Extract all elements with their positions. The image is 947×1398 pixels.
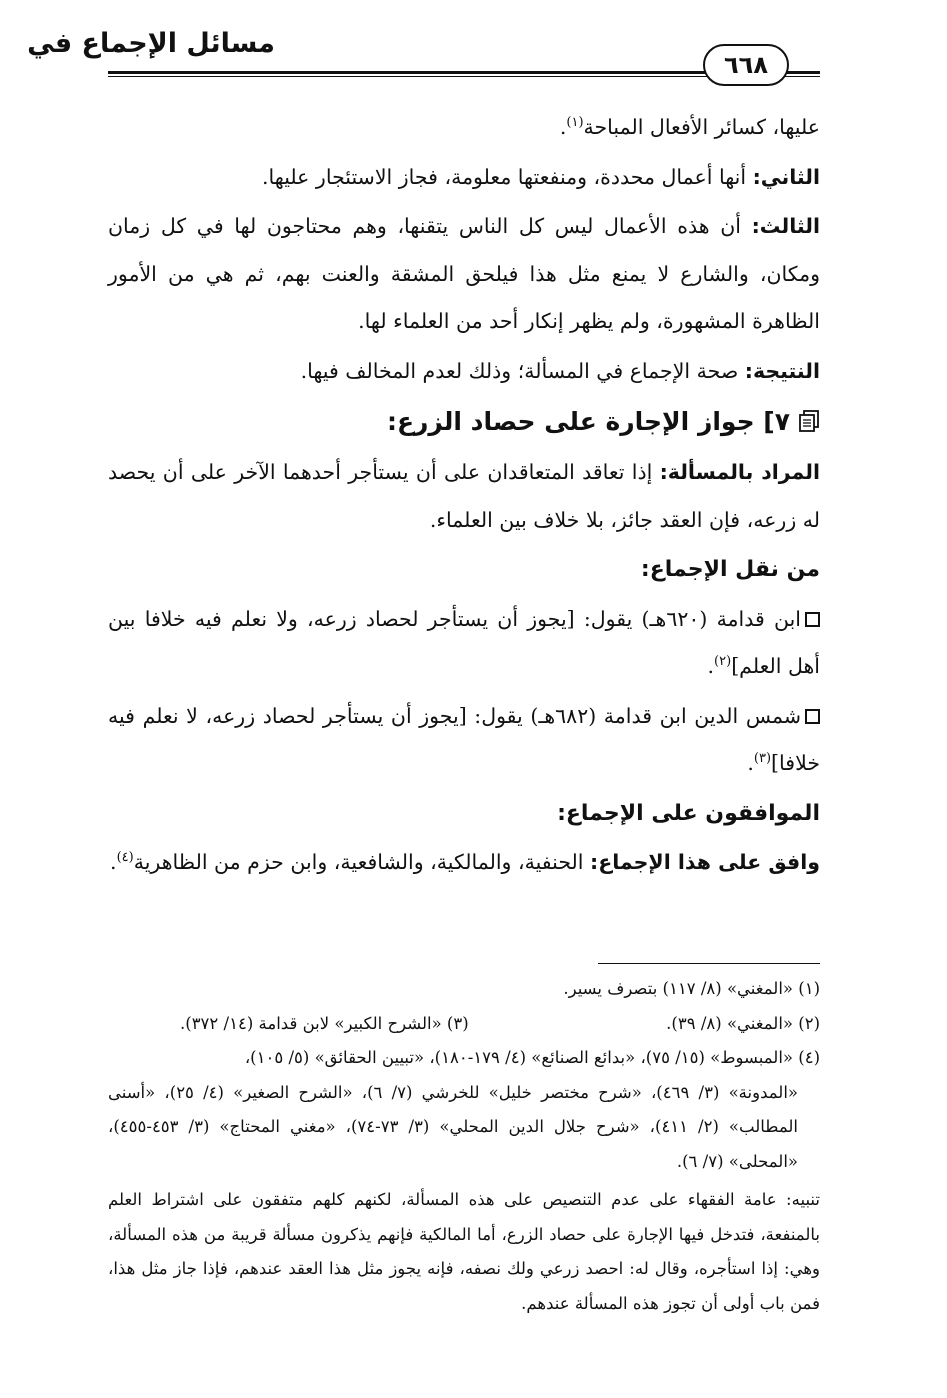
- quote-shams-al-din: شمس الدين ابن قدامة (٦٨٢هـ) يقول: [يجوز أن يستأجر لحصاد زرعه، لا نعلم فيه خلافا]$^{(٣)}$.: [108, 703, 820, 775]
- section-heading: ٧] جواز الإجارة على حصاد الزرع:: [108, 395, 820, 449]
- running-header-title: مسائل الإجماع في: [27, 28, 275, 59]
- footnote-ref-4: (٤): [116, 850, 134, 866]
- subheading-agreeing: الموافقون على الإجماع:: [557, 800, 820, 826]
- label-agreeing: وافق على هذا الإجماع:: [590, 850, 820, 874]
- footnote-ref-1: (١): [566, 115, 584, 131]
- footnote-4: (٤) «المبسوط» (١٥/ ٧٥)، «بدائع الصنائع» (٤/ ١٧٩-١٨٠)، «تبيين الحقائق» (٥/ ١٠٥)،: [244, 1048, 820, 1067]
- paragraph-third: الثالث: أن هذه الأعمال ليس كل الناس يتقنها، وهم محتاجون لها في كل زمان ومكان، والشارع لا يمنع مثل هذا فيلحق المشقة والعنت بهم، ثم هي من الأمور الظاهرة المشهورة، ولم يظهر إنكار أحد من العلماء لها.: [108, 214, 820, 333]
- footnote-ref-3: (٣): [753, 751, 772, 767]
- checkbox-bullet-icon: [805, 709, 820, 724]
- label-third: الثالث:: [751, 214, 820, 238]
- paragraph-definition: المراد بالمسألة: إذا تعاقد المتعاقدان على أن يستأجر أحدهما الآخر على أن يحصد له زرعه، فإن العقد جائز، بلا خلاف بين العلماء.: [108, 460, 820, 532]
- label-definition: المراد بالمسألة:: [659, 460, 820, 484]
- copy-pages-icon: [798, 410, 820, 432]
- footnote-2: (٢) «المغني» (٨/ ٣٩).: [666, 1013, 820, 1033]
- footnote-row-2-3: [180, 1007, 820, 1042]
- footnote-separator: [598, 963, 820, 964]
- paragraph-1: عليها، كسائر الأفعال المباحة$^{(١)}$.: [559, 115, 820, 139]
- quote-ibn-qudama: ابن قدامة (٦٢٠هـ) يقول: [يجوز أن يستأجر لحصاد زرعه، ولا نعلم فيه خلافا بين أهل العلم]$^{(٢)}$.: [108, 606, 820, 678]
- paragraph-second: الثاني: أنها أعمال محددة، ومنفعتها معلومة، فجاز الاستئجار عليها.: [262, 164, 820, 189]
- footnote-3: (٣) «الشرح الكبير» لابن قدامة (١٤/ ٣٧٢).: [180, 1013, 469, 1033]
- paragraph-result: النتيجة: صحة الإجماع في المسألة؛ وذلك لعدم المخالف فيها.: [300, 358, 820, 383]
- footnote-4-continued: «المدونة» (٣/ ٤٦٩)، «شرح مختصر خليل» للخرشي (٧/ ٦)، «الشرح الصغير» (٤/ ٢٥)، «أسنى المطالب» (٢/ ٤١١)، «شرح جلال الدين المحلي» (٣/ ٧٣-٧٤)، «مغني المحتاج» (٣/ ٤٥٣-٤٥٥)، «المحلى» (٧/ ٦).: [108, 1082, 798, 1171]
- footnotes: [108, 972, 820, 1321]
- footnote-note: تنبيه: عامة الفقهاء على عدم التنصيص على هذه المسألة، لكنهم كلهم متفقون على اشتراط العلم بالمنفعة، فتدخل فيها الإجارة على حصاد الزرع، أما المالكية فإنهم يذكرون مسألة قريبة من هذه المسألة، وهي: إذا استأجره، وقال له: احصد زرعي ولك نصفه، فإنه يجوز مثل هذا العقد عندهم، فإذا جاز مثل هذا، فمن باب أولى أن تجوز هذه المسألة عندهم.: [108, 1190, 820, 1313]
- footnote-1: (١) «المغني» (٨/ ١١٧) بتصرف يسير.: [563, 979, 820, 998]
- paragraph-agreeing: وافق على هذا الإجماع: الحنفية، والمالكية، والشافعية، وابن حزم من الظاهرية$^{(٤)}$.: [110, 850, 820, 874]
- subheading-transmitters: من نقل الإجماع:: [640, 557, 820, 582]
- label-result: النتيجة:: [744, 358, 820, 383]
- label-second: الثاني:: [752, 164, 820, 189]
- page-number: ٦٦٨: [703, 44, 789, 86]
- main-text: [108, 104, 820, 887]
- footnote-ref-2: (٢): [714, 654, 732, 670]
- checkbox-bullet-icon: [805, 612, 820, 627]
